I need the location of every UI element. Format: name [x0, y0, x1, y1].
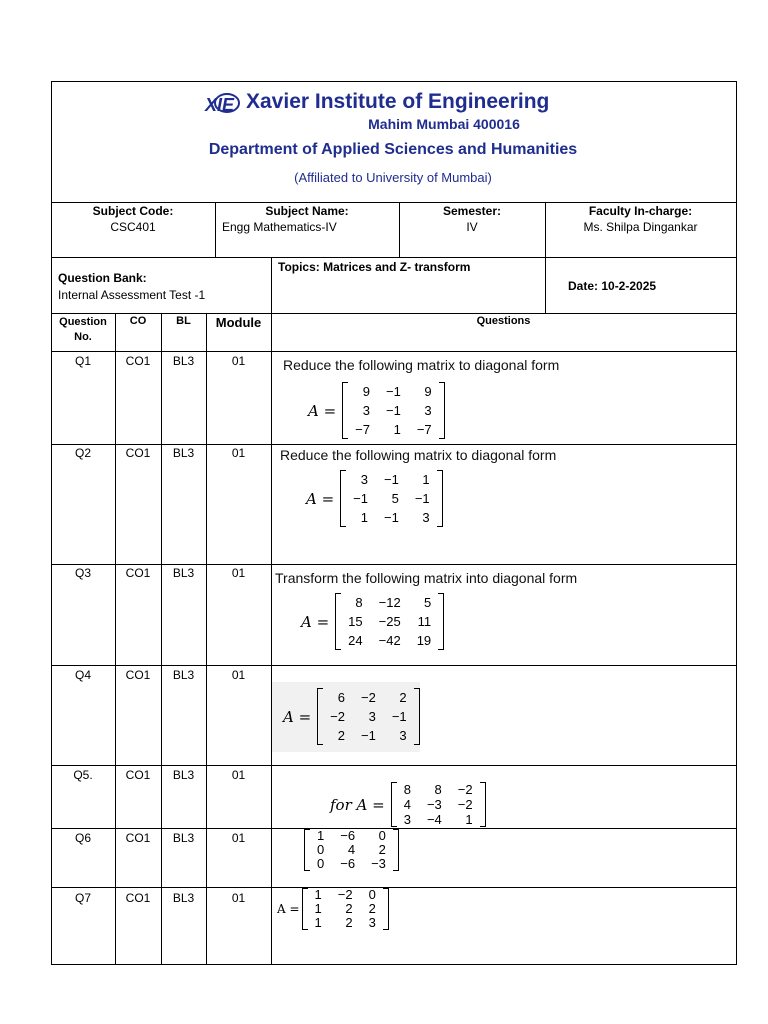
- q5-m22: 1: [465, 812, 473, 827]
- q1-text: Reduce the following matrix to diagonal form: [283, 357, 560, 373]
- q6-m20: 0: [317, 856, 325, 871]
- affiliation: (Affiliated to University of Mumbai): [294, 170, 492, 185]
- faculty-name: Ms. Shilpa Dingankar: [583, 220, 698, 234]
- q3-m20: 24: [348, 633, 363, 648]
- q6-m01: −6: [340, 828, 356, 843]
- q1-matrix: [308, 382, 445, 439]
- q4-m20: 2: [337, 728, 345, 743]
- subject-name-label: Subject Name:: [265, 204, 349, 218]
- q1-matrix-label: A =: [308, 401, 337, 420]
- q1-m10: 3: [362, 403, 370, 418]
- q4-m00: 6: [337, 690, 345, 705]
- q6-m00: 1: [317, 828, 325, 843]
- q2-m20: 1: [360, 510, 368, 525]
- q6-m21: −6: [340, 856, 356, 871]
- col-module-header: Module: [215, 315, 262, 330]
- q3-number: Q3: [74, 566, 91, 580]
- q5-matrix: [330, 782, 486, 827]
- q5-bl: BL3: [172, 768, 195, 782]
- institute-address: Mahim Mumbai 400016: [368, 116, 520, 132]
- q1-m12: 3: [424, 403, 432, 418]
- q2-m11: 5: [391, 491, 399, 506]
- q1-m22: −7: [416, 422, 432, 437]
- q3-m21: −42: [378, 633, 401, 648]
- q3-m12: 11: [417, 614, 432, 629]
- q3-m02: 5: [423, 595, 432, 610]
- q6-m02: 0: [378, 828, 386, 843]
- date: Date: 10-2-2025: [568, 279, 657, 293]
- q4-m22: 3: [399, 728, 407, 743]
- faculty-label: Faculty In-charge:: [588, 204, 693, 218]
- q3-m22: 19: [416, 633, 432, 648]
- q2-matrix-label: A =: [306, 489, 335, 508]
- q6-bl: BL3: [172, 831, 195, 845]
- col-qno-header: Question No.: [59, 316, 107, 343]
- test-name: Internal Assessment Test -1: [58, 288, 206, 302]
- q5-m21: −4: [426, 812, 442, 827]
- subject-code: CSC401: [110, 220, 156, 234]
- department-name: Department of Applied Sciences and Humanities: [208, 141, 578, 158]
- q6-matrix: [304, 829, 399, 871]
- q6-number: Q6: [74, 831, 91, 845]
- q2-m00: 3: [360, 472, 368, 487]
- q4-bl: BL3: [172, 668, 195, 682]
- q1-m21: 1: [393, 422, 401, 437]
- q7-matrix: [277, 888, 389, 930]
- q2-co: CO1: [125, 446, 151, 460]
- q6-m10: 0: [317, 842, 325, 857]
- subject-name: Engg Mathematics-IV: [222, 220, 337, 234]
- q1-m02: 9: [424, 384, 432, 399]
- col-bl-header: BL: [176, 315, 191, 327]
- institute-logo: [203, 91, 241, 117]
- q4-co: CO1: [125, 668, 151, 682]
- q3-module: 01: [231, 566, 246, 580]
- q5-matrix-label: for A =: [330, 795, 385, 814]
- q1-m11: −1: [386, 403, 401, 418]
- q4-number: Q4: [74, 668, 91, 682]
- semester: IV: [466, 220, 478, 234]
- q7-number: Q7: [74, 891, 91, 905]
- q1-m20: −7: [355, 422, 370, 437]
- q7-matrix-label: A =: [277, 902, 300, 916]
- q5-m10: 4: [403, 797, 411, 812]
- q6-co: CO1: [125, 831, 151, 845]
- q5-m20: 3: [403, 812, 411, 827]
- q3-text: Transform the following matrix into diagonal form: [275, 570, 578, 586]
- q7-m12: 2: [368, 901, 376, 916]
- q4-module: 01: [231, 668, 246, 682]
- q7-m02: 0: [368, 887, 376, 902]
- q1-m01: −1: [386, 384, 401, 399]
- q1-co: CO1: [125, 354, 151, 368]
- q1-number: Q1: [74, 354, 91, 368]
- q6-m12: 2: [378, 842, 386, 857]
- q4-m10: −2: [330, 709, 345, 724]
- q4-m11: 3: [368, 709, 376, 724]
- q1-m00: 9: [362, 384, 370, 399]
- q5-co: CO1: [125, 768, 151, 782]
- subject-code-label: Subject Code:: [92, 204, 174, 218]
- q3-m11: −25: [378, 614, 401, 629]
- q5-m12: −2: [457, 797, 473, 812]
- topics: Topics: Matrices and Z- transform: [278, 260, 471, 274]
- q7-co: CO1: [125, 891, 151, 905]
- q3-matrix-label: A =: [301, 612, 330, 631]
- question-bank-label: Question Bank:: [58, 271, 147, 285]
- q3-m01: −12: [378, 595, 401, 610]
- q3-co: CO1: [125, 566, 151, 580]
- q2-m22: 3: [422, 510, 430, 525]
- q5-module: 01: [231, 768, 246, 782]
- q5-m01: 8: [434, 782, 442, 797]
- q7-m00: 1: [314, 887, 322, 902]
- q7-m22: 3: [368, 915, 376, 930]
- q6-module: 01: [231, 831, 246, 845]
- q5-m00: 8: [403, 782, 411, 797]
- q2-text: Reduce the following matrix to diagonal form: [280, 447, 557, 463]
- col-co-header: CO: [129, 315, 147, 327]
- q4-matrix: [283, 688, 420, 745]
- q7-m20: 1: [314, 915, 322, 930]
- q7-m11: 2: [345, 901, 353, 916]
- q2-m12: −1: [414, 491, 430, 506]
- q2-matrix: [306, 470, 443, 527]
- q3-bl: BL3: [172, 566, 195, 580]
- q6-m22: −3: [371, 856, 386, 871]
- q1-module: 01: [231, 354, 246, 368]
- q5-m11: −3: [426, 797, 442, 812]
- q2-m02: 1: [422, 472, 430, 487]
- q5-number: Q5.: [73, 768, 93, 782]
- q1-bl: BL3: [172, 354, 195, 368]
- institute-name: Xavier Institute of Engineering: [246, 90, 550, 113]
- q3-m10: 15: [348, 614, 363, 629]
- q7-m01: −2: [337, 887, 353, 902]
- q7-bl: BL3: [172, 891, 195, 905]
- q3-m00: 8: [355, 595, 363, 610]
- q7-module: 01: [231, 891, 246, 905]
- logo-text: XIE: [205, 95, 235, 115]
- q2-number: Q2: [74, 446, 91, 460]
- semester-label: Semester:: [442, 204, 502, 218]
- q4-m12: −1: [391, 709, 407, 724]
- q2-m21: −1: [384, 510, 399, 525]
- q4-m21: −1: [361, 728, 376, 743]
- q4-m01: −2: [361, 690, 376, 705]
- q4-matrix-label: A =: [283, 707, 312, 726]
- q7-m21: 2: [345, 915, 353, 930]
- q2-m01: −1: [384, 472, 399, 487]
- q3-matrix: [301, 593, 444, 650]
- q7-m10: 1: [314, 901, 322, 916]
- q2-m10: −1: [353, 491, 368, 506]
- col-questions-header: Questions: [476, 315, 531, 327]
- q4-m02: 2: [399, 690, 407, 705]
- q2-bl: BL3: [172, 446, 195, 460]
- q5-m02: −2: [457, 782, 473, 797]
- q2-module: 01: [231, 446, 246, 460]
- q6-m11: 4: [347, 842, 356, 857]
